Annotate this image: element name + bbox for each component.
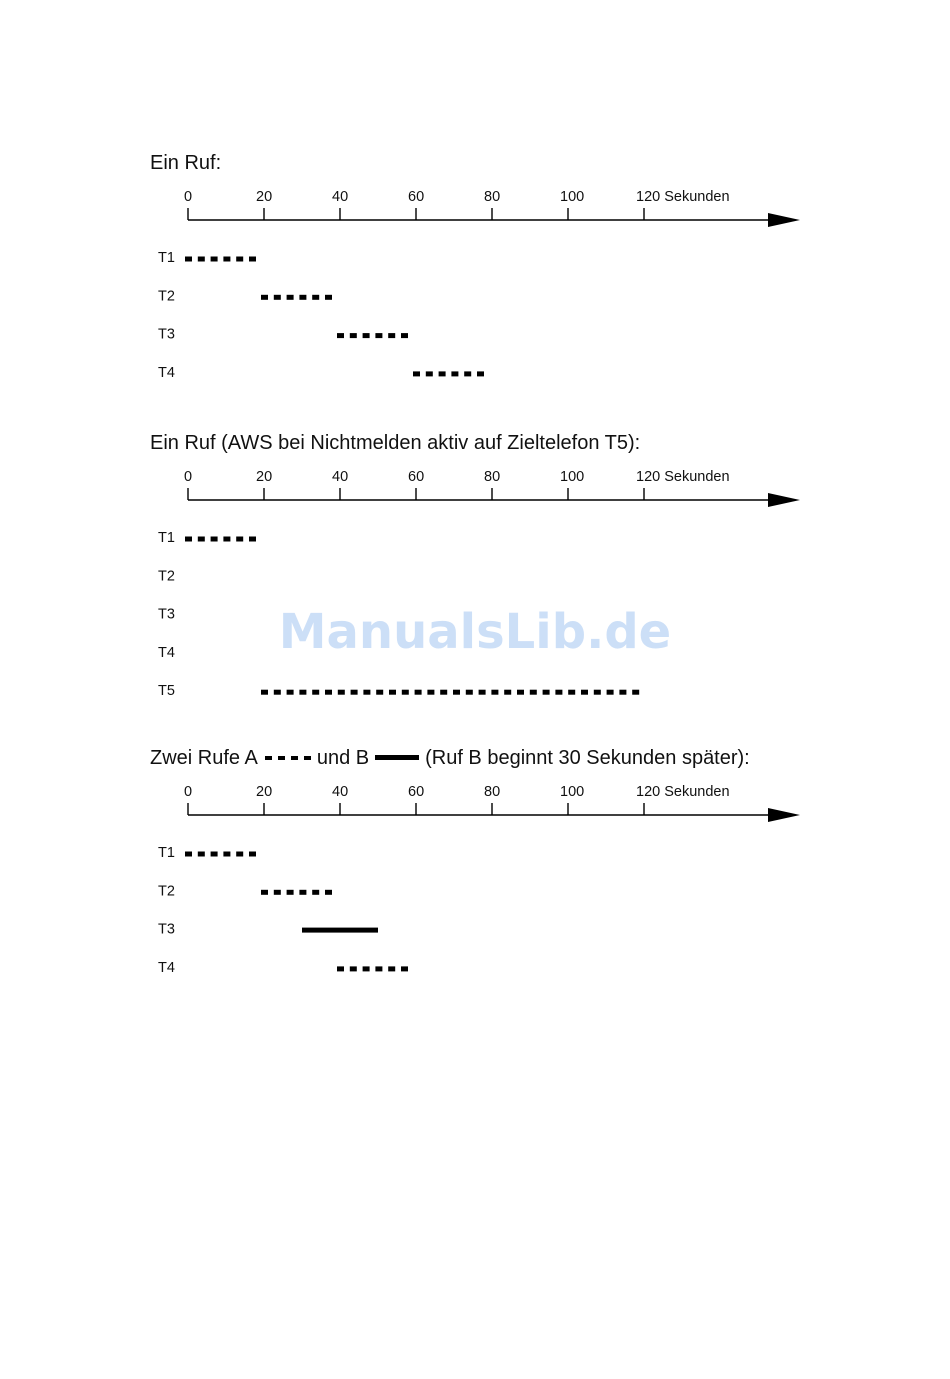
segment-dot: [594, 690, 601, 695]
tick-label: 60: [408, 189, 425, 205]
segment-dot: [223, 537, 230, 542]
row-label: T4: [158, 644, 175, 661]
tick-label: 100: [560, 784, 585, 800]
tick-label: 80: [484, 189, 501, 205]
row-label: T3: [158, 326, 175, 343]
segment-dot: [198, 852, 205, 857]
segment-dot: [236, 852, 243, 857]
segment-dot: [236, 537, 243, 542]
segment-dot: [350, 966, 357, 971]
segment-dot: [211, 852, 218, 857]
segment-dot: [351, 690, 358, 695]
segment-dot: [185, 537, 192, 542]
segment-dot: [439, 371, 446, 376]
segment-dot: [504, 690, 511, 695]
segment-dot: [299, 890, 306, 895]
segment-dot: [299, 295, 306, 300]
segment-dot: [530, 690, 537, 695]
tick-label: 20: [256, 469, 273, 485]
segment-dot: [274, 890, 281, 895]
row-label: T2: [158, 883, 175, 900]
dotted-segment: [337, 966, 408, 971]
segment-dot: [464, 371, 471, 376]
tick-label: 60: [408, 784, 425, 800]
diagram-ein-ruf-aws: [0, 425, 950, 725]
segment-dot: [287, 295, 294, 300]
segment-dot: [198, 257, 205, 262]
axis-arrowhead: [768, 213, 800, 227]
segment-dot: [632, 690, 639, 695]
segment-dot: [543, 690, 550, 695]
tick-label: 120 Sekunden: [636, 189, 730, 205]
dotted-segment: [261, 890, 332, 895]
segment-dot: [312, 890, 319, 895]
segment-dot: [363, 690, 370, 695]
dotted-segment: [413, 371, 484, 376]
segment-dot: [249, 852, 256, 857]
row-label: T1: [158, 530, 175, 546]
title-part-3: (Ruf B beginnt 30 Sekunden später):: [425, 747, 750, 769]
timeline-chart: [0, 740, 950, 1040]
tick-label: 20: [256, 189, 273, 205]
dotted-segment: [261, 295, 332, 300]
row-label: T5: [158, 683, 175, 700]
axis-arrowhead: [768, 493, 800, 507]
segment-dot: [619, 690, 626, 695]
segment-dot: [402, 690, 409, 695]
segment-dot: [198, 537, 205, 542]
segment-dot: [363, 966, 370, 971]
segment-dot: [491, 690, 498, 695]
tick-label: 40: [332, 189, 349, 205]
segment-dot: [375, 333, 382, 338]
tick-label: 80: [484, 469, 501, 485]
segment-dot: [426, 371, 433, 376]
tick-label: 40: [332, 784, 349, 800]
segment-dot: [453, 690, 460, 695]
tick-label: 0: [184, 469, 193, 485]
watermark-text: ManualsLib.de: [278, 604, 672, 660]
segment-dot: [477, 371, 484, 376]
segment-dot: [388, 966, 395, 971]
row-label: T4: [158, 959, 175, 976]
diagram-title: Ein Ruf:: [150, 152, 222, 174]
segment-dot: [287, 690, 294, 695]
row-label: T4: [158, 364, 175, 381]
segment-dot: [427, 690, 434, 695]
segment-dot: [401, 333, 408, 338]
segment-dot: [337, 966, 344, 971]
segment-dot: [607, 690, 614, 695]
tick-label: 40: [332, 469, 349, 485]
dotted-segment: [337, 333, 408, 338]
segment-dot: [388, 333, 395, 338]
row-label: T2: [158, 568, 175, 585]
title-part-1: Zwei Rufe A: [150, 747, 258, 769]
segment-dot: [287, 890, 294, 895]
tick-label: 100: [560, 469, 585, 485]
segment-dot: [517, 690, 524, 695]
tick-label: 120 Sekunden: [636, 784, 730, 800]
segment-dot: [451, 371, 458, 376]
segment-dot: [223, 257, 230, 262]
row-label: T1: [158, 845, 175, 861]
segment-dot: [211, 257, 218, 262]
segment-dot: [185, 852, 192, 857]
segment-dot: [415, 690, 422, 695]
segment-dot: [413, 371, 420, 376]
tick-label: 0: [184, 189, 193, 205]
solid-segment: [302, 928, 378, 933]
segment-dot: [325, 295, 332, 300]
segment-dot: [325, 890, 332, 895]
diagram-zwei-rufe: [0, 740, 950, 1040]
segment-dot: [466, 690, 473, 695]
segment-dot: [299, 690, 306, 695]
segment-dot: [312, 690, 319, 695]
tick-label: 120 Sekunden: [636, 469, 730, 485]
title-part-2: und B: [316, 747, 370, 769]
segment-dot: [440, 690, 447, 695]
tick-label: 20: [256, 784, 273, 800]
dotted-segment: [185, 257, 256, 262]
row-label: T1: [158, 250, 175, 266]
dotted-segment: [185, 537, 256, 542]
segment-dot: [274, 690, 281, 695]
tick-label: 60: [408, 469, 425, 485]
segment-dot: [338, 690, 345, 695]
segment-dot: [211, 537, 218, 542]
segment-dot: [363, 333, 370, 338]
segment-dot: [376, 690, 383, 695]
segment-dot: [479, 690, 486, 695]
segment-dot: [223, 852, 230, 857]
segment-dot: [249, 257, 256, 262]
segment-dot: [261, 295, 268, 300]
segment-dot: [337, 333, 344, 338]
timeline-chart: [0, 145, 950, 445]
row-label: T3: [158, 606, 175, 623]
segment-dot: [350, 333, 357, 338]
axis-arrowhead: [768, 808, 800, 822]
row-label: T3: [158, 921, 175, 938]
row-label: T2: [158, 288, 175, 305]
timeline-chart: [0, 425, 950, 725]
tick-label: 0: [184, 784, 193, 800]
segment-dot: [261, 690, 268, 695]
diagram-title: Ein Ruf (AWS bei Nichtmelden aktiv auf Zieltelefon T5):: [150, 432, 641, 454]
dotted-segment: [185, 852, 256, 857]
tick-label: 100: [560, 189, 585, 205]
segment-dot: [185, 257, 192, 262]
segment-dot: [375, 966, 382, 971]
segment-dot: [236, 257, 243, 262]
tick-label: 80: [484, 784, 501, 800]
segment-dot: [581, 690, 588, 695]
segment-dot: [389, 690, 396, 695]
segment-dot: [325, 690, 332, 695]
segment-dot: [312, 295, 319, 300]
segment-dot: [261, 890, 268, 895]
diagram-ein-ruf: [0, 145, 950, 445]
segment-dot: [555, 690, 562, 695]
segment-dot: [274, 295, 281, 300]
dotted-segment: [261, 690, 639, 695]
segment-dot: [568, 690, 575, 695]
segment-dot: [401, 966, 408, 971]
segment-dot: [249, 537, 256, 542]
